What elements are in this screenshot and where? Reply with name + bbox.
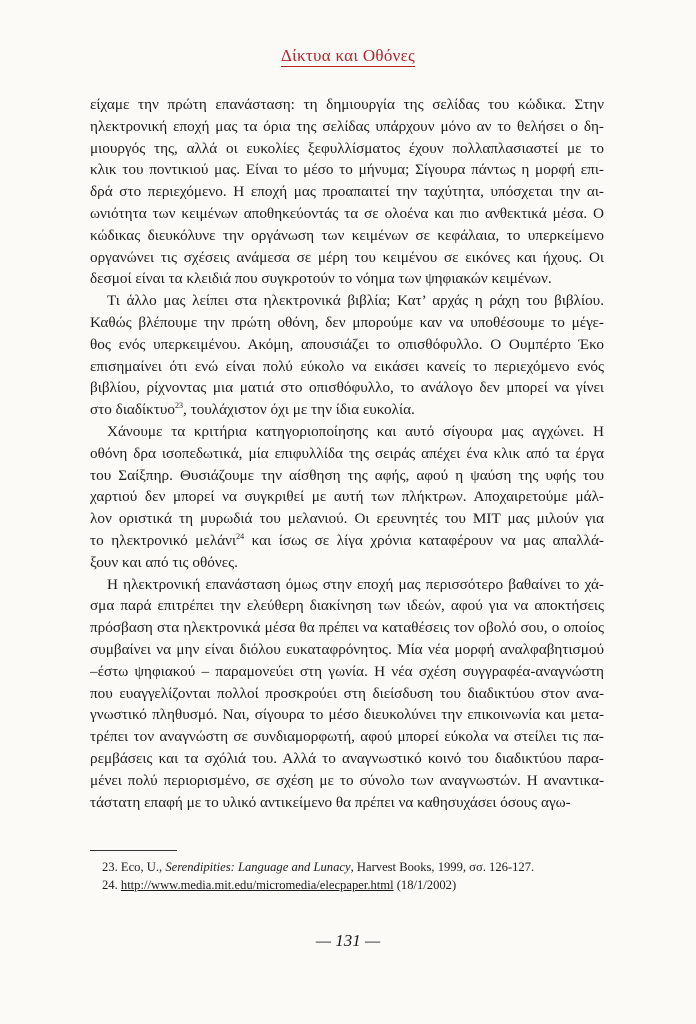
text-line: ρεμβάσεις και τα σχόλιά του. Αλλά το αναγνωστικό κοινό του διαδικτύου παρα- (90, 749, 604, 767)
text-line: κλικ του ποντικιού μας. Είναι το μέσο το μήνυμα; Σίγουρα πάντως η μορφή επι- (90, 161, 604, 179)
text-line: δρά στο περιεχόμενο. Η εποχή μας προαπαιτεί την ταχύτητα, υπόσχεται την αι- (90, 183, 604, 201)
text-line: δεσμοί είναι τα κλειδιά που συγκροτούν το νόημα των ψηφιακών κειμένων. (90, 270, 552, 288)
footnote-24-link[interactable]: http://www.media.mit.edu/micromedia/elecpaper.html (120, 878, 394, 892)
text-line: Χάνουμε τα κριτήρια κατηγοριοποίησης και αυτό σίγουρα μας αγχώνει. Η (107, 422, 604, 440)
text-line: μένει πολύ περιορισμένο, σε σχέση με το σύνολο των αναγνωστών. Η αναντικα- (90, 771, 604, 789)
footnote-23-suffix: , Harvest Books, 1999, σσ. 126-127. (350, 860, 535, 874)
footnote-24-suffix: (18/1/2002) (393, 878, 457, 892)
footnote-23-title: Serendipities: Language and Lunacy (165, 860, 351, 874)
text-line: γνωστικό πληθυσμό. Ναι, σίγουρα το μέσο διευκολύνει την επικοινωνία και μετα- (90, 706, 604, 724)
text-line: οργανώνει τις σχέσεις ανάμεσα σε μέρη του κειμένου σε εικόνες και ήχους. Οι (90, 248, 604, 266)
running-head-title: Δίκτυα και Οθόνες (280, 46, 416, 65)
text-line: είχαμε την πρώτη επανάσταση: τη δημιουργία της σελίδας του κώδικα. Στην (90, 96, 604, 113)
paragraph (90, 574, 604, 814)
text-line: τάστατη επαφή με το υλικό αντικείμενο θα πρέπει να καθησυχάσει όσους αγω- (90, 793, 571, 811)
line-text: , τουλάχιστον όχι με την ίδια ευκολία. (183, 401, 415, 419)
footnote-24-prefix: 24. (102, 878, 121, 892)
paragraph (90, 290, 604, 421)
text-line: συμβαίνει να μην είναι διόλου ευκαταφρόνητος. Μία νέα μορφή αναλφαβητισμού (90, 640, 604, 658)
text-line: ηλεκτρονική εποχή μας τα όρια της σελίδας υπάρχουν μόνο αν το θελήσει ο δη- (90, 117, 604, 135)
text-line: που ευαγγελίζονται πολλοί προσκρούει στη διείσδυση του διαδικτύου στον ανα- (90, 684, 604, 702)
text-line: μιουργός της, αλλά οι ευκολίες ξεφυλλίσματος έχουν πολλαπλασιαστεί με το (90, 139, 604, 157)
text-line: –έστω ψηφιακού – παραμονεύει στη γωνία. Η νέα σχέση συγγραφέα-αναγνώστη (90, 662, 604, 680)
text-line: λον οριστικά τη μυρωδιά του μελανιού. Οι ερευνητές του ΜΙΤ μας μιλούν για (90, 510, 604, 528)
text-line: Η ηλεκτρονική επανάσταση όμως στην εποχή μας περισσότερο βαθαίνει το χά- (107, 575, 604, 593)
text-line: τρέπει τον αναγνώστη σε συνδιαμορφωτή, αφού μπορεί εύκολα να στείλει τις πα- (90, 728, 604, 746)
footnote-23-prefix: 23. Eco, U., (102, 860, 166, 874)
running-head (0, 46, 696, 66)
page-number: — 131 — (315, 931, 381, 950)
body-text (90, 94, 604, 813)
text-line: του Σαίξπηρ. Θυσιάζουμε την αίσθηση της αφής, αφού η ψαύση της υφής του (90, 466, 604, 484)
line-text: στο διαδίκτυο (90, 401, 175, 419)
text-line: ξουν και από τις οθόνες. (90, 553, 238, 571)
text-line: κώδικας διευκόλυνε την οργάνωση των κειμένων σε κεφάλαια, το υπερκείμενο (90, 226, 604, 244)
text-line: χαρτιού δεν μπορεί να συγκριθεί με αυτή των πλήκτρων. Αποχαιρετούμε μάλ- (90, 488, 604, 506)
footnotes (102, 858, 602, 894)
text-line: βιβλίου, ρίχνοντας μια ματιά στο οπισθόφυλλο, το ανάλογο δεν μπορεί να γίνει (90, 379, 604, 397)
text-line: θος ενός υπερκειμένου. Ακόμη, απουσιάζει το οπισθόφυλλο. Ο Ουμπέρτο Έκο (90, 335, 604, 353)
text-line: πρόσβαση στα ηλεκτρονικά μέσα θα πρέπει να καταθέσεις τον οβολό σου, ο οποίος (90, 619, 604, 637)
paragraph (90, 94, 604, 290)
text-line: Τι άλλο μας λείπει στα ηλεκτρονικά βιβλία; Κατ’ αρχάς η ράχη του βιβλίου. (107, 292, 604, 310)
footnote-24 (102, 876, 602, 894)
text-line: σμα παρά επιτρέπει την ελεύθερη διακίνηση των ιδεών, αφού για να αποκτήσεις (90, 597, 604, 615)
line-text: και ίσως σε λίγα χρόνια καταφέρουν να μας απαλλά- (244, 531, 604, 549)
paragraph (90, 421, 604, 574)
footnote-divider (90, 850, 177, 851)
footnote-reference[interactable]: 23 (175, 401, 183, 411)
text-line: ωνιότητα των κειμένων αποθηκεύοντάς τα σε ολοένα και πιο ανθεκτικά μέσα. Ο (90, 204, 604, 222)
text-line (90, 399, 604, 421)
text-line: Καθώς βλέπουμε την πρώτη οθόνη, δεν μπορούμε καν να υποθέσουμε το μέγε- (90, 313, 604, 331)
line-text: το ηλεκτρονικό μελάνι (90, 531, 237, 549)
footnote-23 (102, 858, 602, 876)
text-line: οθόνη δρα ισοπεδωτικά, μία επιφυλλίδα της σειράς απέχει ένα κλικ από τα έργα (90, 444, 604, 462)
text-line: επισημαίνει ότι ενώ είναι πολύ εύκολο να εικάσει κανείς το περιεχόμενο ενός (90, 357, 604, 375)
text-line (90, 530, 604, 552)
footnote-reference[interactable]: 24 (236, 531, 245, 541)
